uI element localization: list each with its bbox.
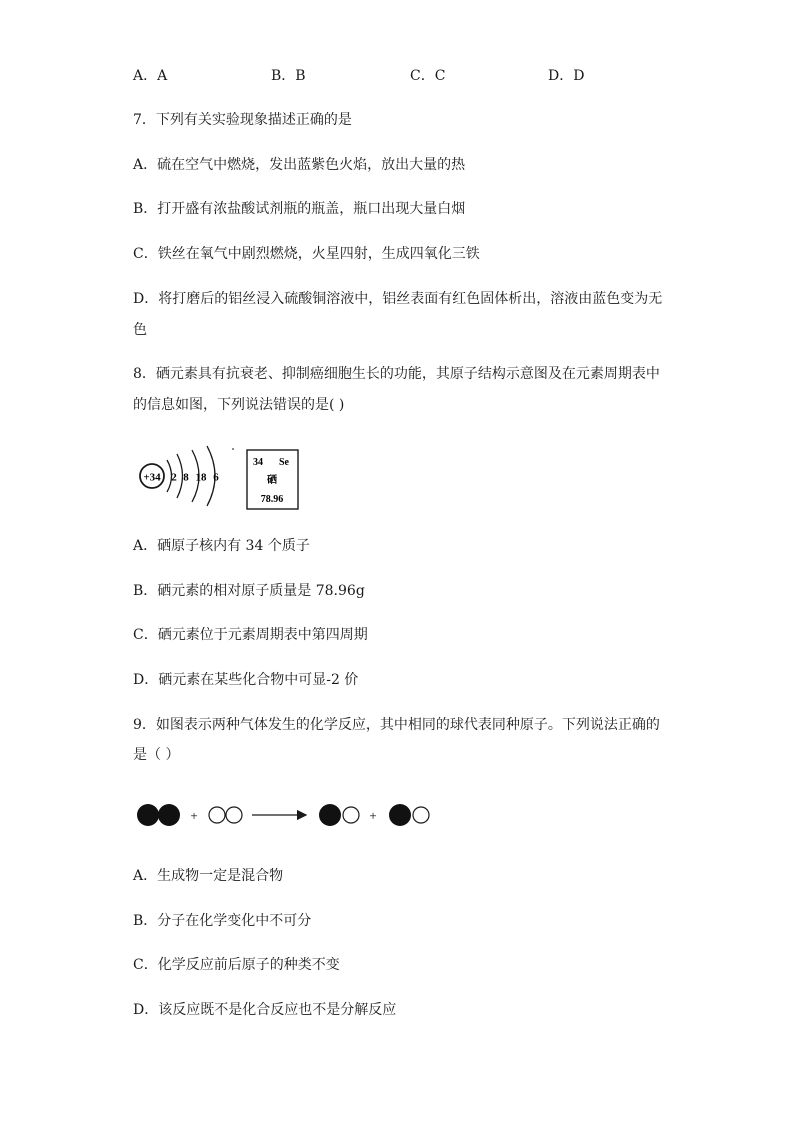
black-atom — [389, 804, 411, 826]
q7-option-c: C．铁丝在氧气中剧烈燃烧，火星四射，生成四氧化三铁 — [133, 246, 480, 262]
shell-count-1: 2 — [171, 471, 177, 484]
white-atom — [343, 807, 359, 823]
q9-stem-line1: 9．如图表示两种气体发生的化学反应，其中相同的球代表同种原子。下列说法正确的 — [133, 717, 660, 733]
shell-count-4: 6 — [213, 471, 219, 484]
q7-option-b: B．打开盛有浓盐酸试剂瓶的瓶盖，瓶口出现大量白烟 — [133, 201, 466, 217]
electron-shell-arc-2 — [177, 454, 183, 498]
q7-option-d: D．将打磨后的铝丝浸入硫酸铜溶液中，铝丝表面有红色固体析出，溶液由蓝色变为无 — [133, 291, 663, 307]
q9-stem-line2: 是（ ） — [133, 747, 180, 763]
element-number: 34 — [253, 457, 263, 468]
prev-option-b: B．B — [271, 68, 306, 84]
prev-option-d: D．D — [548, 68, 585, 84]
selenium-figure — [130, 440, 330, 520]
shell-count-3: 18 — [195, 471, 207, 484]
q8-stem-line1: 8．硒元素具有抗衰老、抑制癌细胞生长的功能，其原子结构示意图及在元素周期表中 — [133, 366, 660, 382]
q8-option-a: A．硒原子核内有 34 个质子 — [133, 538, 310, 554]
q9-option-d: D．该反应既不是化合反应也不是分解反应 — [133, 1002, 397, 1018]
white-atom — [209, 807, 225, 823]
reaction-diagram — [130, 796, 440, 836]
element-name: 硒 — [267, 475, 277, 486]
nucleus-charge: +34 — [143, 471, 161, 484]
black-atom — [319, 804, 341, 826]
element-symbol: Se — [279, 457, 289, 468]
periodic-table-cell — [233, 448, 298, 509]
element-mass: 78.96 — [260, 494, 284, 505]
black-atom — [158, 804, 180, 826]
q8-option-c: C．硒元素位于元素周期表中第四周期 — [133, 627, 368, 643]
prev-option-c: C．C — [410, 68, 446, 84]
plus-sign: + — [369, 808, 377, 823]
q7-stem: 7．下列有关实验现象描述正确的是 — [133, 112, 352, 128]
atom-structure-diagram — [140, 446, 219, 506]
white-atom — [226, 807, 242, 823]
q7-option-d-continued: 色 — [133, 322, 147, 338]
plus-sign: + — [190, 808, 198, 823]
q8-stem-line2: 的信息如图，下列说法错误的是( ) — [133, 397, 345, 413]
q9-option-b: B．分子在化学变化中不可分 — [133, 913, 312, 929]
q8-option-d: D．硒元素在某些化合物中可显-2 价 — [133, 672, 359, 688]
q7-option-a: A．硫在空气中燃烧，发出蓝紫色火焰，放出大量的热 — [133, 157, 466, 173]
shell-count-2: 8 — [183, 471, 189, 484]
q9-option-c: C．化学反应前后原子的种类不变 — [133, 957, 340, 973]
prev-option-a: A．A — [133, 68, 168, 84]
q8-option-b: B．硒元素的相对原子质量是 78.96g — [133, 583, 365, 599]
white-atom — [413, 807, 429, 823]
q9-option-a: A．生成物一定是混合物 — [133, 868, 284, 884]
black-atom — [137, 804, 159, 826]
